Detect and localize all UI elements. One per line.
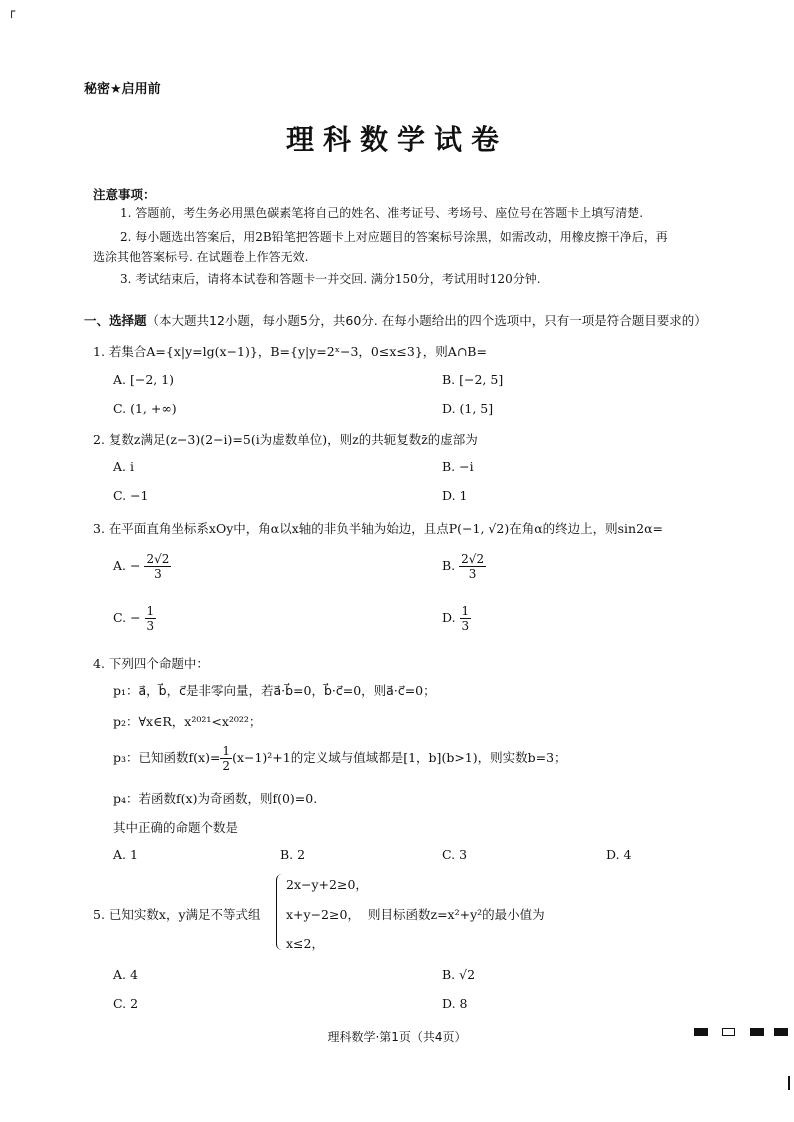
question-5-inequality-2: x+y−2≥0， — [286, 907, 360, 922]
registration-block-mark — [694, 1028, 708, 1036]
paper-title: 理科数学试卷 — [285, 123, 508, 156]
section-description: （本大题共12小题，每小题5分，共60分. 在每小题给出的四个选项中，只有一项是符合题目要求的） — [146, 313, 707, 328]
notice-item-1: 1. 答题前，考生务必用黑色碳素笔将自己的姓名、准考证号、考场号、座位号在答题卡上填写清楚. — [120, 206, 644, 220]
question-4-proposition-3 — [113, 744, 567, 773]
question-5-stem-suffix: 则目标函数z=x²+y²的最小值为 — [368, 907, 545, 922]
question-4-option-a: A. 1 — [113, 847, 138, 862]
question-2-option-c: C. −1 — [113, 488, 149, 503]
question-4-option-c: C. 3 — [442, 847, 468, 862]
question-1-option-b: B. [−2, 5] — [442, 372, 504, 387]
fraction-denominator: 3 — [461, 619, 470, 633]
question-3-option-c — [113, 604, 156, 633]
notice-item-3: 3. 考试结束后，请将本试卷和答题卡一并交回. 满分150分，考试用时120分钟. — [120, 272, 541, 286]
fraction-denominator: 2 — [222, 759, 231, 773]
question-5-option-a: A. 4 — [113, 967, 138, 982]
corner-crop-mark: ┌ — [8, 4, 16, 18]
question-2-option-a: A. i — [113, 459, 134, 474]
question-2-option-d: D. 1 — [442, 488, 468, 503]
proposition-3-prefix: p₃：已知函数f(x)= — [113, 750, 221, 765]
question-4-stem: 4. 下列四个命题中： — [93, 656, 209, 671]
question-1-stem: 1. 若集合A={x|y=lg(x−1)}，B={y|y=2ˣ−3，0≤x≤3}，则A∩B= — [93, 344, 487, 359]
confidential-label: 秘密★启用前 — [84, 82, 161, 97]
fraction-denominator: 3 — [468, 567, 477, 581]
fraction-numerator: 1 — [146, 604, 155, 618]
question-4-option-d: D. 4 — [606, 847, 632, 862]
question-3-option-b — [442, 552, 486, 581]
question-3-option-b-label: B. — [442, 558, 456, 573]
question-3-option-d-label: D. — [442, 610, 456, 625]
question-4-proposition-4: p₄：若函数f(x)为奇函数，则f(0)=0. — [113, 791, 318, 806]
question-3-option-d — [442, 604, 471, 633]
question-2-option-b: B. −i — [442, 459, 474, 474]
question-5-inequality-1: 2x−y+2≥0， — [286, 877, 368, 892]
question-5-option-c: C. 2 — [113, 996, 139, 1011]
notice-item-2-cont: 选涂其他答案标号. 在试题卷上作答无效. — [93, 250, 309, 264]
question-1-option-a: A. [−2, 1) — [113, 372, 175, 387]
fraction-numerator: 2√2 — [461, 552, 485, 566]
question-5-option-d: D. 8 — [442, 996, 468, 1011]
question-4-proposition-1: p₁：a⃗，b⃗，c⃗是非零向量，若a⃗·b⃗=0，b⃗·c⃗=0，则a⃗·c⃗=0； — [113, 683, 436, 698]
proposition-3-fraction — [220, 744, 232, 773]
inequality-system-brace — [276, 874, 285, 950]
question-1-option-d: D. (1, 5] — [442, 401, 494, 416]
question-3-option-a — [113, 552, 171, 581]
fraction-numerator: 1 — [461, 604, 470, 618]
edge-mark — [788, 1076, 790, 1090]
question-3-stem: 3. 在平面直角坐标系xOy中，角α以x轴的非负半轴为始边，且点P(−1, √2)在角α的终边上，则sin2α= — [93, 521, 663, 536]
registration-block-mark — [750, 1028, 764, 1036]
question-5-inequality-3: x≤2， — [286, 936, 324, 951]
fraction-numerator: 2√2 — [146, 552, 170, 566]
registration-block-mark — [774, 1028, 788, 1036]
question-5-option-b: B. √2 — [442, 967, 476, 982]
question-3-option-c-fraction — [145, 604, 157, 633]
notice-heading: 注意事项： — [93, 187, 156, 202]
section-heading — [84, 311, 707, 329]
proposition-3-suffix: (x−1)²+1的定义域与值域都是[1，b](b>1)，则实数b=3； — [232, 750, 567, 765]
question-4-ask: 其中正确的命题个数是 — [113, 820, 239, 835]
page-footer: 理科数学·第1页（共4页） — [327, 1030, 467, 1044]
question-3-option-c-label: C. − — [113, 610, 141, 625]
registration-hollow-mark — [722, 1028, 735, 1036]
question-2-stem: 2. 复数z满足(z−3)(2−i)=5(i为虚数单位)，则z的共轭复数z̄的虚部为 — [93, 432, 478, 447]
fraction-denominator: 3 — [146, 619, 155, 633]
question-5-stem-prefix: 5. 已知实数x，y满足不等式组 — [93, 907, 261, 922]
fraction-denominator: 3 — [154, 567, 162, 581]
question-4-option-b: B. 2 — [280, 847, 306, 862]
question-3-option-b-fraction — [459, 552, 486, 581]
notice-item-2: 2. 每小题选出答案后，用2B铅笔把答题卡上对应题目的答案标号涂黑，如需改动，用橡皮擦干净后，再 — [120, 230, 668, 244]
question-4-proposition-2: p₂：∀x∈R，x²⁰²¹<x²⁰²²； — [113, 714, 262, 729]
question-3-option-a-fraction — [144, 552, 171, 581]
question-1-option-c: C. (1, +∞) — [113, 401, 177, 416]
section-label: 一、选择题 — [84, 313, 147, 328]
question-3-option-a-label: A. − — [113, 558, 141, 573]
question-3-option-d-fraction — [460, 604, 472, 633]
fraction-numerator: 1 — [222, 744, 231, 758]
